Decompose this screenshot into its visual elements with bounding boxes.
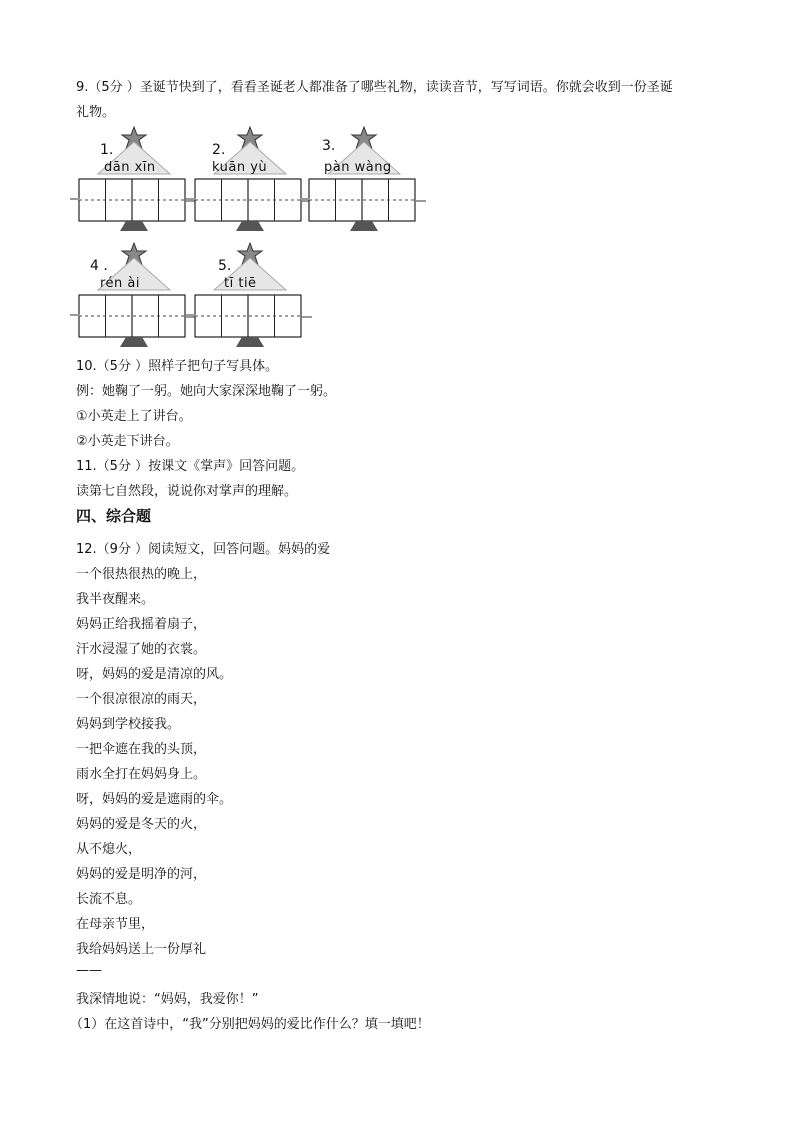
poem-line: 妈妈正给我摇着扇子， xyxy=(76,617,207,632)
tree-stand-icon xyxy=(120,221,148,231)
gift-tree-2 xyxy=(194,126,306,244)
gift-tree-3 xyxy=(308,126,420,244)
q10-title: 10.（5分 ）照样子把句子写具体。 xyxy=(76,359,279,374)
gift-pinyin: dān xīn xyxy=(104,160,156,175)
poem-line: 长流不息。 xyxy=(76,892,142,907)
writing-grid[interactable] xyxy=(194,294,302,338)
gift-tree-1 xyxy=(78,126,190,244)
tree-stand-icon xyxy=(236,221,264,231)
poem-line: 我深情地说：“妈妈，我爱你！” xyxy=(76,992,259,1007)
gift-number: 1. xyxy=(100,142,114,158)
poem-line: 一个很热很热的晚上， xyxy=(76,567,207,582)
tree-stand-icon xyxy=(120,337,148,347)
poem-line: 在母亲节里， xyxy=(76,917,155,932)
poem-line: —— xyxy=(76,963,102,978)
q10-example: 例：她鞠了一躬。她向大家深深地鞠了一躬。 xyxy=(76,384,337,399)
poem-line: 雨水全打在妈妈身上。 xyxy=(76,767,207,782)
poem-line: 汗水浸湿了她的衣裳。 xyxy=(76,642,207,657)
gift-number: 3. xyxy=(322,138,336,154)
gift-pinyin: kuān yù xyxy=(212,160,268,175)
writing-grid[interactable] xyxy=(194,178,302,222)
q11-title: 11.（5分 ）按课文《掌声》回答问题。 xyxy=(76,459,305,474)
gift-pinyin: tī tiē xyxy=(224,276,257,291)
writing-grid[interactable] xyxy=(308,178,416,222)
tree-stand-icon xyxy=(236,337,264,347)
q10-item-2: ②小英走下讲台。 xyxy=(76,434,179,449)
gift-tree-4 xyxy=(78,242,190,360)
gift-pinyin: rén ài xyxy=(100,276,141,291)
gift-pinyin: pàn wàng xyxy=(324,160,392,175)
q10-item-1: ①小英走上了讲台。 xyxy=(76,409,192,424)
q9-line1: 9.（5分 ）圣诞节快到了，看看圣诞老人都准备了哪些礼物，读读音节，写写词语。你就会收到一份圣诞 xyxy=(76,80,673,95)
poem-line: 呀，妈妈的爱是清凉的风。 xyxy=(76,667,233,682)
q12-title: 12.（9分 ）阅读短文，回答问题。妈妈的爱 xyxy=(76,542,331,557)
q9-line2: 礼物。 xyxy=(76,105,116,120)
gift-number: 4 . xyxy=(90,258,108,274)
poem-line: 一把伞遮在我的头顶， xyxy=(76,742,207,757)
poem-line: 妈妈的爱是冬天的火， xyxy=(76,817,207,832)
poem-line: 妈妈到学校接我。 xyxy=(76,717,181,732)
poem-line: 呀，妈妈的爱是遮雨的伞。 xyxy=(76,792,233,807)
poem-line: 从不熄火， xyxy=(76,842,142,857)
writing-grid[interactable] xyxy=(78,294,186,338)
section-heading: 四、综合题 xyxy=(76,507,152,525)
poem-line: 一个很凉很凉的雨天， xyxy=(76,692,207,707)
gift-number: 5. xyxy=(218,258,232,274)
q11-text: 读第七自然段，说说你对掌声的理解。 xyxy=(76,484,298,499)
gift-number: 2. xyxy=(212,142,226,158)
tree-stand-icon xyxy=(350,221,378,231)
poem-line: 我半夜醒来。 xyxy=(76,592,155,607)
gift-tree-5 xyxy=(194,242,306,360)
q12-sub-question-1: （1）在这首诗中，“我”分别把妈妈的爱比作什么？填一填吧！ xyxy=(70,1017,430,1032)
poem-line: 我给妈妈送上一份厚礼 xyxy=(76,942,207,957)
poem-line: 妈妈的爱是明净的河， xyxy=(76,867,207,882)
writing-grid[interactable] xyxy=(78,178,186,222)
